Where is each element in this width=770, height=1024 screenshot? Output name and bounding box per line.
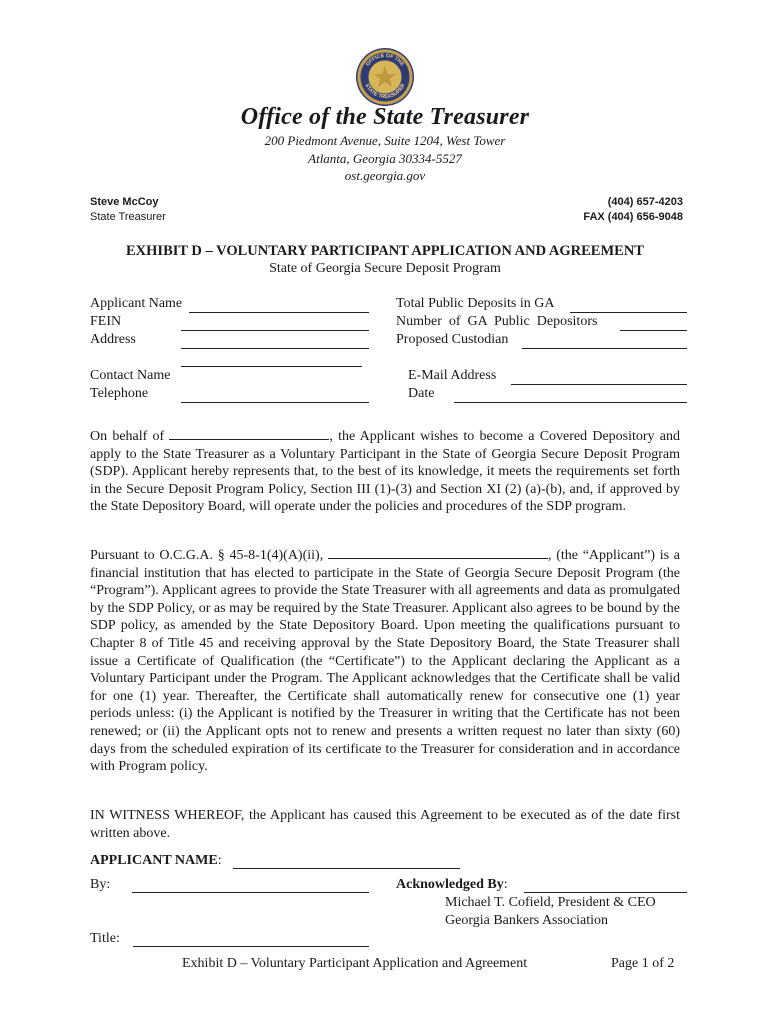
exhibit-subtitle: State of Georgia Secure Deposit Program [269,261,501,276]
pursuant-blank[interactable] [328,546,548,559]
title-label: Title: [90,931,120,946]
office-website: ost.georgia.gov [344,168,426,183]
acknowledged-by-field[interactable] [524,892,687,893]
email-field[interactable] [511,384,687,385]
by-label: By: [90,877,111,892]
fein-field[interactable] [181,330,369,331]
num-depositors-field[interactable] [620,330,687,331]
behalf-blank[interactable] [169,427,329,440]
by-signature-field[interactable] [132,892,369,893]
treasurer-name: Steve McCoy [90,196,159,208]
footer-document-name: Exhibit D – Voluntary Participant Application and Agreement [182,956,528,971]
svg-text:STATE TREASURER: STATE TREASURER [363,82,407,101]
email-label: E-Mail Address [408,368,497,383]
signer-name: Michael T. Cofield, President & CEO [445,895,656,910]
applicant-name-sig-field[interactable] [233,868,460,869]
address-field-line2[interactable] [181,366,362,367]
acknowledged-by-label: Acknowledged By: [396,877,508,892]
paragraph-pursuant [90,546,680,776]
office-address-line2: Atlanta, Georgia 30334-5527 [308,151,462,166]
office-title: Office of the State Treasurer [240,104,530,130]
telephone-field[interactable] [181,402,369,403]
applicant-name-label: Applicant Name [90,296,183,311]
office-address-line1: 200 Piedmont Avenue, Suite 1204, West Tower [264,133,506,148]
footer-page-number: Page 1 of 2 [611,956,675,971]
p2-start: Pursuant to O.C.G.A. § 45-8-1(4)(A)(ii), [90,548,324,563]
p1-rest: , the Applicant wishes to become a Covered Depository and apply to the State Treasurer as a Voluntary Participant in the State of Georgia Secure Deposit Program (SDP). Applicant hereby represents that, to the best of its knowledge, it meets the requirements set forth in the Secure Deposit Program Policy, Section III (1)-(3) and Section XI (2) (a)-(b), and, if approved by the State Depository Board, will operate under the policies and procedures of the SDP program. [90,429,680,515]
num-depositors-label: Number of GA Public Depositors [396,314,598,329]
signer-organization: Georgia Bankers Association [445,913,609,928]
exhibit-title: EXHIBIT D – VOLUNTARY PARTICIPANT APPLICATION AND AGREEMENT [126,243,644,259]
total-deposits-label: Total Public Deposits in GA [396,296,555,311]
svg-text:OFFICE OF THE: OFFICE OF THE [365,52,406,68]
treasurer-role: State Treasurer [90,211,166,223]
date-label: Date [408,386,435,401]
address-label: Address [90,332,136,347]
paragraph-witness: IN WITNESS WHEREOF, the Applicant has caused this Agreement to be executed as of the date first written above. [90,808,680,841]
paragraph-behalf [90,427,680,516]
p1-start: On behalf of [90,429,165,444]
office-phone: (404) 657-4203 [607,196,683,208]
proposed-custodian-field[interactable] [522,348,687,349]
contact-name-label: Contact Name [90,368,171,383]
proposed-custodian-label: Proposed Custodian [396,332,509,347]
telephone-label: Telephone [90,386,149,401]
office-fax: FAX (404) 656-9048 [583,211,683,223]
applicant-name-sig-label: APPLICANT NAME: [90,853,222,868]
address-field-line1[interactable] [181,348,369,349]
p2-rest: , (the “Applicant”) is a financial institution that has elected to participate in the State of Georgia Secure Deposit Program (the “Program”). Applicant agrees to provide the State Treasurer with all agreements and data as promulgated by the SDP Policy, or as may be required by the State Treasurer. Applicant also agrees to be bound by the SDP policy, as amended by the State Depository Board. Upon meeting the qualifications pursuant to Chapter 8 of Title 45 and receiving approval by the State Depository Board, the State Treasurer shall issue a Certificate of Qualification (the “Certificate”) to the Applicant declaring the Applicant as a Voluntary Participant under the Program. The Applicant acknowledges that the Certificate shall be valid for one (1) year. Thereafter, the Certificate shall automatically renew for consecutive one (1) year periods unless: (i) the Applicant is notified by the Treasurer in writing that the Certificate has not been renewed; or (ii) the Applicant opts not to renew and presents a written request no later than sixty (60) days from the scheduled expiration of its certificate to the Treasurer for consideration and in accordance with Program policy. [90,548,681,775]
state-treasurer-seal [356,48,414,106]
applicant-name-field[interactable] [189,312,369,313]
seal-icon [356,48,414,106]
title-field[interactable] [133,946,369,947]
fein-label: FEIN [90,314,122,329]
date-field[interactable] [454,402,687,403]
total-deposits-field[interactable] [570,312,687,313]
